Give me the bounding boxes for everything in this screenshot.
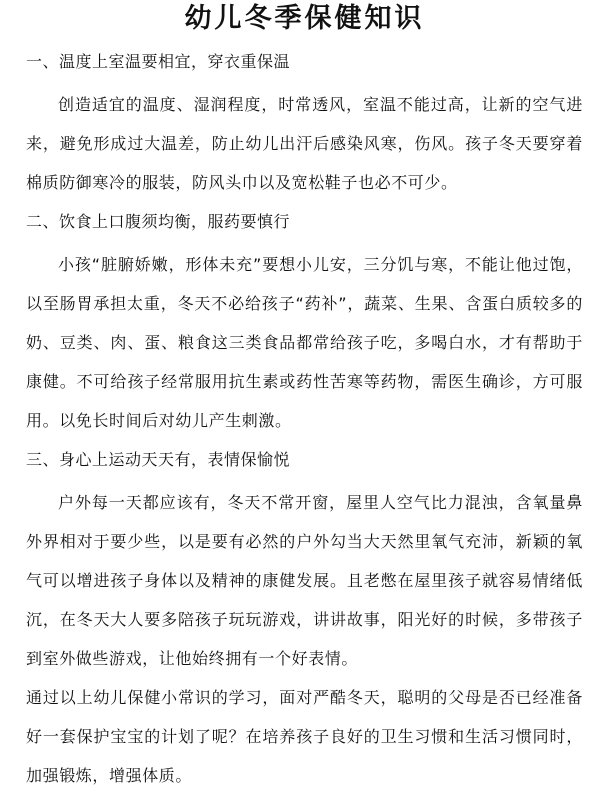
page-title: 幼儿冬季保健知识 xyxy=(184,3,425,34)
section-heading: 二、饮食上口腹须均衡，服药要慎行 xyxy=(26,212,291,231)
section-paragraph: 创造适宜的温度、湿润程度，时常透风，室温不能过高，让新的空气进来，避免形成过大温差，防止幼儿出汗后感染风寒，伤风。孩子冬天要穿着棉质防御寒冷的服装，防风头巾以及宽松鞋子也必不可少。 xyxy=(26,95,583,192)
conclusion-paragraph: 通过以上幼儿保健小常识的学习，面对严酷冬天，聪明的父母是否已经准备好一套保护宝宝的计划了呢？在培养孩子良好的卫生习惯和生活习惯同时，加强锻炼，增强体质。 xyxy=(26,688,583,785)
section-paragraph: 户外每一天都应该有，冬天不常开窗，屋里人空气比力混浊，含氧量鼻外界相对于要少些，以是要有必然的户外勾当大天然里氧气充沛，新颖的氧气可以增进孩子身体以及精神的康健发展。且老憋在屋里孩子就容易情绪低沉，在冬天大人要多陪孩子玩玩游戏，讲讲故事，阳光好的时候，多带孩子到室外做些游戏，让他始终拥有一个好表情。 xyxy=(26,493,583,668)
section-diet xyxy=(26,212,583,440)
section-heading: 三、身心上运动天天有，表情保愉悦 xyxy=(26,450,291,469)
section-exercise xyxy=(26,450,583,678)
section-paragraph: 小孩“脏腑娇嫩，形体未充”要想小儿安，三分饥与寒，不能让他过饱，以至肠胃承担太重，冬天不必给孩子“药补”，蔬菜、生果、含蛋白质较多的奶、豆类、肉、蛋、粮食这三类食品都常给孩子吃，多喝白水，才有帮助于康健。不可给孩子经常服用抗生素或药性苦寒等药物，需医生确诊，方可服用。以免长时间后对幼儿产生刺激。 xyxy=(26,255,583,430)
section-heading: 一、温度上室温要相宜，穿衣重保温 xyxy=(26,52,291,71)
section-temperature xyxy=(26,52,583,202)
